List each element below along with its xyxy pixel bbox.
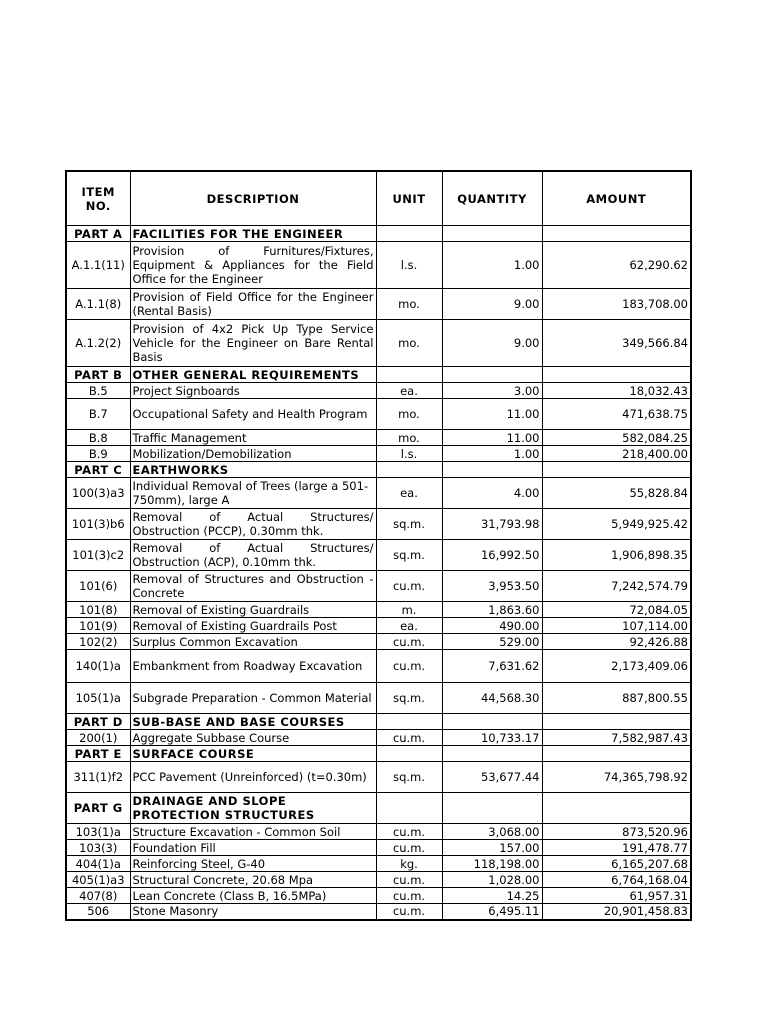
description-cell: FACILITIES FOR THE ENGINEER xyxy=(130,226,376,242)
table-row xyxy=(66,634,691,650)
table-row xyxy=(66,683,691,714)
item-no-cell: 407(8) xyxy=(66,888,130,904)
description-cell: OTHER GENERAL REQUIREMENTS xyxy=(130,367,376,383)
description-cell: Reinforcing Steel, G-40 xyxy=(130,856,376,872)
unit-cell: ea. xyxy=(376,478,442,509)
table-row xyxy=(66,762,691,793)
quantity-cell: 157.00 xyxy=(442,840,542,856)
unit-cell: mo. xyxy=(376,289,442,320)
unit-cell xyxy=(376,226,442,242)
description-cell: Subgrade Preparation - Common Material xyxy=(130,683,376,714)
unit-cell: sq.m. xyxy=(376,540,442,571)
item-no-cell: 102(2) xyxy=(66,634,130,650)
amount-cell: 74,365,798.92 xyxy=(542,762,691,793)
quantity-cell xyxy=(442,367,542,383)
quantity-cell: 3.00 xyxy=(442,383,542,399)
amount-cell xyxy=(542,793,691,824)
description-cell: EARTHWORKS xyxy=(130,462,376,478)
quantity-cell: 44,568.30 xyxy=(442,683,542,714)
description-cell: Mobilization/Demobilization xyxy=(130,446,376,462)
table-row xyxy=(66,730,691,746)
description-cell: Provision of Furnitures/Fixtures, Equipment & Appliances for the Field Office for the Engineer xyxy=(130,242,376,289)
unit-cell xyxy=(376,793,442,824)
item-no-cell: 101(9) xyxy=(66,618,130,634)
quantity-cell: 9.00 xyxy=(442,289,542,320)
item-no-cell: B.9 xyxy=(66,446,130,462)
amount-cell: 6,165,207.68 xyxy=(542,856,691,872)
table-row xyxy=(66,840,691,856)
quantity-cell: 11.00 xyxy=(442,399,542,430)
item-no-cell: 105(1)a xyxy=(66,683,130,714)
table-row xyxy=(66,478,691,509)
part-header-row xyxy=(66,367,691,383)
unit-cell: cu.m. xyxy=(376,571,442,602)
unit-cell: sq.m. xyxy=(376,683,442,714)
description-cell: Occupational Safety and Health Program xyxy=(130,399,376,430)
description-cell: Provision of 4x2 Pick Up Type Service Vehicle for the Engineer on Bare Rental Basis xyxy=(130,320,376,367)
amount-cell: 92,426.88 xyxy=(542,634,691,650)
quantity-cell xyxy=(442,746,542,762)
amount-cell xyxy=(542,462,691,478)
unit-cell: kg. xyxy=(376,856,442,872)
quantity-cell: 10,733.17 xyxy=(442,730,542,746)
description-cell: Traffic Management xyxy=(130,430,376,446)
quantity-cell: 31,793.98 xyxy=(442,509,542,540)
amount-cell xyxy=(542,714,691,730)
quantity-cell: 11.00 xyxy=(442,430,542,446)
amount-cell xyxy=(542,226,691,242)
item-no-cell: 140(1)a xyxy=(66,650,130,683)
description-cell: Foundation Fill xyxy=(130,840,376,856)
quantity-cell: 9.00 xyxy=(442,320,542,367)
table-row xyxy=(66,602,691,618)
amount-cell: 183,708.00 xyxy=(542,289,691,320)
amount-cell: 471,638.75 xyxy=(542,399,691,430)
amount-cell: 7,242,574.79 xyxy=(542,571,691,602)
amount-cell: 6,764,168.04 xyxy=(542,872,691,888)
table-row xyxy=(66,856,691,872)
item-no-cell: PART B xyxy=(66,367,130,383)
description-cell: SURFACE COURSE xyxy=(130,746,376,762)
quantity-cell: 14.25 xyxy=(442,888,542,904)
unit-cell xyxy=(376,367,442,383)
item-no-cell: 101(8) xyxy=(66,602,130,618)
quantity-cell: 1,028.00 xyxy=(442,872,542,888)
unit-cell: cu.m. xyxy=(376,730,442,746)
description-cell: PCC Pavement (Unreinforced) (t=0.30m) xyxy=(130,762,376,793)
item-no-cell: 101(3)c2 xyxy=(66,540,130,571)
description-cell: Embankment from Roadway Excavation xyxy=(130,650,376,683)
unit-cell: l.s. xyxy=(376,446,442,462)
item-no-cell: 405(1)a3 xyxy=(66,872,130,888)
description-cell: DRAINAGE AND SLOPE PROTECTION STRUCTURES xyxy=(130,793,376,824)
item-no-cell: PART C xyxy=(66,462,130,478)
amount-cell: 5,949,925.42 xyxy=(542,509,691,540)
quantity-cell xyxy=(442,714,542,730)
amount-cell: 7,582,987.43 xyxy=(542,730,691,746)
unit-cell: mo. xyxy=(376,399,442,430)
item-no-cell: PART E xyxy=(66,746,130,762)
description-cell: Stone Masonry xyxy=(130,904,376,920)
unit-cell: ea. xyxy=(376,383,442,399)
quantity-cell: 1,863.60 xyxy=(442,602,542,618)
description-cell: Lean Concrete (Class B, 16.5MPa) xyxy=(130,888,376,904)
unit-cell xyxy=(376,714,442,730)
amount-cell: 582,084.25 xyxy=(542,430,691,446)
table-row xyxy=(66,872,691,888)
unit-cell: mo. xyxy=(376,430,442,446)
quantity-cell: 118,198.00 xyxy=(442,856,542,872)
quantity-cell xyxy=(442,226,542,242)
amount-cell: 1,906,898.35 xyxy=(542,540,691,571)
description-cell: Aggregate Subbase Course xyxy=(130,730,376,746)
table-row xyxy=(66,618,691,634)
amount-cell: 20,901,458.83 xyxy=(542,904,691,920)
amount-cell: 218,400.00 xyxy=(542,446,691,462)
quantity-cell: 1.00 xyxy=(442,242,542,289)
header-amount: AMOUNT xyxy=(542,171,691,226)
amount-cell: 62,290.62 xyxy=(542,242,691,289)
item-no-cell: 506 xyxy=(66,904,130,920)
unit-cell: cu.m. xyxy=(376,634,442,650)
item-no-cell: 103(3) xyxy=(66,840,130,856)
amount-cell: 72,084.05 xyxy=(542,602,691,618)
item-no-cell: 101(6) xyxy=(66,571,130,602)
quantity-cell: 7,631.62 xyxy=(442,650,542,683)
item-no-cell: B.7 xyxy=(66,399,130,430)
table-row xyxy=(66,289,691,320)
item-no-cell: 311(1)f2 xyxy=(66,762,130,793)
amount-cell: 61,957.31 xyxy=(542,888,691,904)
item-no-cell: A.1.1(8) xyxy=(66,289,130,320)
table-row xyxy=(66,446,691,462)
quantity-cell: 490.00 xyxy=(442,618,542,634)
item-no-cell: A.1.1(11) xyxy=(66,242,130,289)
table-header-row xyxy=(66,171,691,226)
unit-cell xyxy=(376,746,442,762)
amount-cell: 349,566.84 xyxy=(542,320,691,367)
table-row xyxy=(66,320,691,367)
item-no-cell: 404(1)a xyxy=(66,856,130,872)
table-row xyxy=(66,399,691,430)
part-header-row xyxy=(66,793,691,824)
quantity-cell: 6,495.11 xyxy=(442,904,542,920)
description-cell: Removal of Actual Structures/ Obstruction (ACP), 0.10mm thk. xyxy=(130,540,376,571)
table-row xyxy=(66,540,691,571)
part-header-row xyxy=(66,746,691,762)
table-row xyxy=(66,824,691,840)
amount-cell: 107,114.00 xyxy=(542,618,691,634)
description-cell: Surplus Common Excavation xyxy=(130,634,376,650)
unit-cell: cu.m. xyxy=(376,888,442,904)
item-no-cell: PART D xyxy=(66,714,130,730)
quantity-cell: 3,068.00 xyxy=(442,824,542,840)
amount-cell xyxy=(542,746,691,762)
description-cell: Removal of Existing Guardrails Post xyxy=(130,618,376,634)
description-cell: Project Signboards xyxy=(130,383,376,399)
quantity-cell: 53,677.44 xyxy=(442,762,542,793)
table-row xyxy=(66,509,691,540)
unit-cell: l.s. xyxy=(376,242,442,289)
header-unit: UNIT xyxy=(376,171,442,226)
table-row xyxy=(66,242,691,289)
item-no-cell: 100(3)a3 xyxy=(66,478,130,509)
amount-cell: 191,478.77 xyxy=(542,840,691,856)
unit-cell: cu.m. xyxy=(376,650,442,683)
table-row xyxy=(66,888,691,904)
table-row xyxy=(66,383,691,399)
header-item-no: ITEM NO. xyxy=(66,171,130,226)
item-no-cell: B.8 xyxy=(66,430,130,446)
bill-of-quantities-table xyxy=(65,170,692,921)
quantity-cell xyxy=(442,793,542,824)
table-row xyxy=(66,430,691,446)
unit-cell: cu.m. xyxy=(376,824,442,840)
quantity-cell: 16,992.50 xyxy=(442,540,542,571)
unit-cell: cu.m. xyxy=(376,904,442,920)
unit-cell: sq.m. xyxy=(376,762,442,793)
amount-cell: 873,520.96 xyxy=(542,824,691,840)
unit-cell: ea. xyxy=(376,618,442,634)
part-header-row xyxy=(66,714,691,730)
table-row xyxy=(66,904,691,920)
description-cell: Provision of Field Office for the Engineer (Rental Basis) xyxy=(130,289,376,320)
item-no-cell: 103(1)a xyxy=(66,824,130,840)
item-no-cell: B.5 xyxy=(66,383,130,399)
item-no-cell: 101(3)b6 xyxy=(66,509,130,540)
item-no-cell: PART A xyxy=(66,226,130,242)
item-no-cell: 200(1) xyxy=(66,730,130,746)
item-no-cell: A.1.2(2) xyxy=(66,320,130,367)
description-cell: Structure Excavation - Common Soil xyxy=(130,824,376,840)
item-no-cell: PART G xyxy=(66,793,130,824)
amount-cell: 55,828.84 xyxy=(542,478,691,509)
part-header-row xyxy=(66,226,691,242)
header-description: DESCRIPTION xyxy=(130,171,376,226)
part-header-row xyxy=(66,462,691,478)
description-cell: Individual Removal of Trees (large a 501-750mm), large A xyxy=(130,478,376,509)
quantity-cell xyxy=(442,462,542,478)
unit-cell: cu.m. xyxy=(376,872,442,888)
amount-cell: 2,173,409.06 xyxy=(542,650,691,683)
amount-cell: 887,800.55 xyxy=(542,683,691,714)
amount-cell: 18,032.43 xyxy=(542,383,691,399)
description-cell: Removal of Structures and Obstruction - Concrete xyxy=(130,571,376,602)
description-cell: SUB-BASE AND BASE COURSES xyxy=(130,714,376,730)
unit-cell: sq.m. xyxy=(376,509,442,540)
unit-cell: mo. xyxy=(376,320,442,367)
unit-cell: m. xyxy=(376,602,442,618)
quantity-cell: 3,953.50 xyxy=(442,571,542,602)
description-cell: Removal of Existing Guardrails xyxy=(130,602,376,618)
unit-cell xyxy=(376,462,442,478)
header-quantity: QUANTITY xyxy=(442,171,542,226)
unit-cell: cu.m. xyxy=(376,840,442,856)
quantity-cell: 4.00 xyxy=(442,478,542,509)
description-cell: Structural Concrete, 20.68 Mpa xyxy=(130,872,376,888)
table-body xyxy=(66,226,691,920)
table-row xyxy=(66,650,691,683)
quantity-cell: 1.00 xyxy=(442,446,542,462)
quantity-cell: 529.00 xyxy=(442,634,542,650)
amount-cell xyxy=(542,367,691,383)
table-row xyxy=(66,571,691,602)
description-cell: Removal of Actual Structures/ Obstruction (PCCP), 0.30mm thk. xyxy=(130,509,376,540)
